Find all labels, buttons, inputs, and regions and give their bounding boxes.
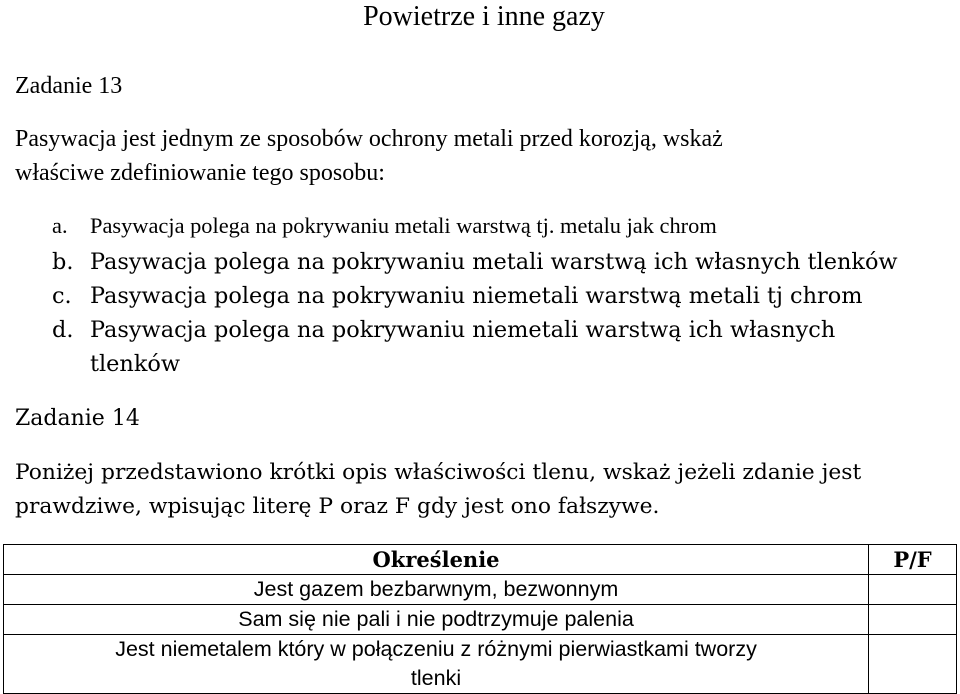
- task14-heading: Zadanie 14: [15, 406, 140, 431]
- answer-cell[interactable]: [869, 575, 957, 605]
- task13-heading: Zadanie 13: [15, 73, 123, 99]
- true-false-table: [3, 544, 957, 694]
- answer-cell[interactable]: [869, 605, 957, 635]
- task13-option-c: [52, 279, 862, 313]
- option-text: Pasywacja polega na pokrywaniu niemetali warstwą metali tj chrom: [90, 283, 863, 309]
- task13-option-b: [52, 245, 898, 279]
- task13-option-a: [52, 209, 717, 243]
- option-text: Pasywacja polega na pokrywaniu niemetali warstwą ich własnych: [90, 317, 836, 343]
- statement-cell: Sam się nie pali i nie podtrzymuje palenia: [4, 605, 869, 635]
- task13-option-d: [52, 313, 835, 347]
- statement-line2: tlenki: [410, 666, 462, 690]
- task13-option-d-continuation: tlenków: [90, 351, 181, 377]
- option-letter: d.: [52, 317, 74, 343]
- page-title: Powietrze i inne gazy: [363, 1, 605, 32]
- option-letter: c.: [52, 283, 72, 309]
- option-text: Pasywacja polega na pokrywaniu metali warstwą ich własnych tlenków: [90, 249, 898, 275]
- table-row: [4, 635, 957, 694]
- task13-question-line2: właściwe zdefiniowanie tego sposobu:: [15, 160, 385, 186]
- task14-instruction-line1: Poniżej przedstawiono krótki opis właściwości tlenu, wskaż jeżeli zdanie jest: [15, 460, 862, 485]
- header-statement: Określenie: [4, 545, 869, 575]
- table-row: [4, 575, 957, 605]
- table-row: [4, 605, 957, 635]
- task14-instruction-line2: prawdziwe, wpisując literę P oraz F gdy jest ono fałszywe.: [15, 494, 660, 519]
- statement-cell: [4, 635, 869, 694]
- statement-cell: Jest gazem bezbarwnym, bezwonnym: [4, 575, 869, 605]
- table-header-row: [4, 545, 957, 575]
- option-letter: a.: [52, 213, 68, 238]
- task13-question-line1: Pasywacja jest jednym ze sposobów ochrony metali przed korozją, wskaż: [15, 126, 723, 152]
- option-text: Pasywacja polega na pokrywaniu metali warstwą tj. metalu jak chrom: [90, 213, 717, 238]
- header-answer: P/F: [869, 545, 957, 575]
- option-letter: b.: [52, 249, 74, 275]
- answer-cell[interactable]: [869, 635, 957, 694]
- task13-question: [15, 122, 945, 190]
- statement-line1: Jest niemetalem który w połączeniu z różnymi pierwiastkami tworzy: [115, 637, 757, 661]
